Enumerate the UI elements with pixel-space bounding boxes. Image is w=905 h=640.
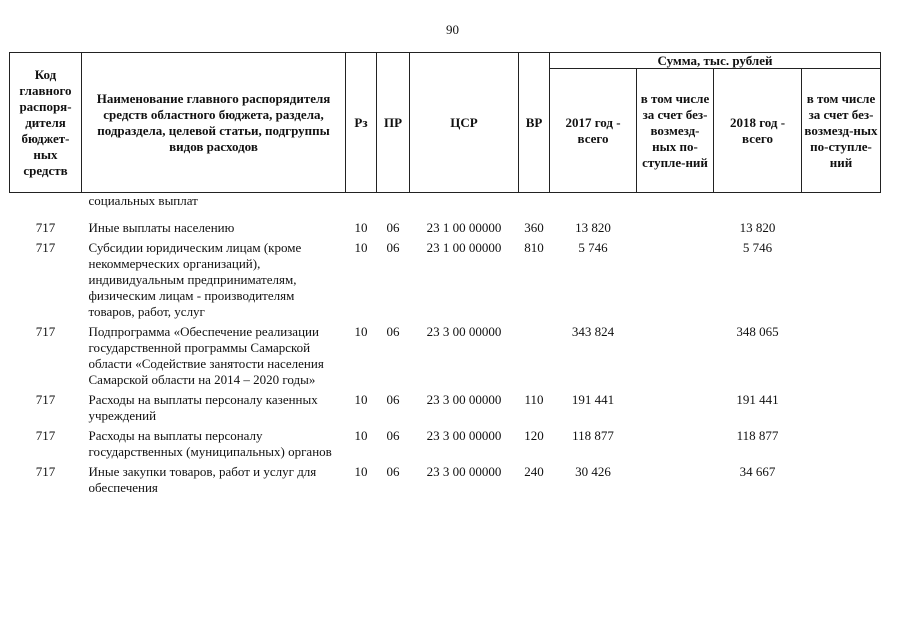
cell-2018-free bbox=[802, 324, 881, 392]
table-row bbox=[10, 428, 881, 464]
table-header bbox=[10, 53, 881, 193]
cell-2017: 118 877 bbox=[572, 428, 614, 443]
continuation-text: социальных выплат bbox=[88, 193, 198, 208]
cell-code: 717 bbox=[35, 324, 56, 339]
table-row bbox=[10, 220, 881, 240]
table-row bbox=[10, 392, 881, 428]
table-body bbox=[10, 193, 881, 501]
cell-2017: 13 820 bbox=[575, 220, 611, 235]
cell-2018-free bbox=[802, 240, 881, 324]
cell-vr: 810 bbox=[524, 240, 544, 255]
cell-name: Подпрограмма «Обеспечение реализации государственной программы Самарской области «Содействие занятости населения Самарской области на 2014 – 2020 годы» bbox=[88, 324, 324, 387]
cell-2018-free bbox=[802, 392, 881, 428]
cell-vr: 360 bbox=[524, 220, 544, 235]
table-row bbox=[10, 324, 881, 392]
header-csr: ЦСР bbox=[410, 53, 519, 193]
cell-pr: 06 bbox=[386, 464, 400, 479]
cell-name: Расходы на выплаты персоналу казенных учреждений bbox=[88, 392, 318, 423]
cell-name: Расходы на выплаты персоналу государственных (муниципальных) органов bbox=[88, 428, 332, 459]
cell-2018: 348 065 bbox=[736, 324, 779, 339]
header-2017-free: в том числе за счет без-возмезд-ных по-ступле-ний bbox=[637, 69, 714, 193]
cell-vr: 240 bbox=[524, 464, 544, 479]
header-2018-free: в том числе за счет без-возмезд-ных по-ступле-ний bbox=[802, 69, 881, 193]
cell-2018: 5 746 bbox=[742, 240, 773, 255]
cell-csr: 23 3 00 00000 bbox=[426, 324, 502, 339]
header-sum-group: Сумма, тыс. рублей bbox=[550, 53, 881, 69]
header-2017-total: 2017 год - всего bbox=[550, 69, 637, 193]
continuation-row bbox=[10, 193, 881, 210]
header-2018-total: 2018 год - всего bbox=[714, 69, 802, 193]
cell-rz: 10 bbox=[354, 428, 368, 443]
cell-rz: 10 bbox=[354, 220, 368, 235]
cell-code: 717 bbox=[35, 464, 56, 479]
table-row bbox=[10, 464, 881, 500]
cell-pr: 06 bbox=[386, 240, 400, 255]
cell-2018: 191 441 bbox=[736, 392, 779, 407]
cell-csr: 23 3 00 00000 bbox=[426, 428, 502, 443]
cell-rz: 10 bbox=[354, 464, 368, 479]
cell-2017-free bbox=[637, 392, 714, 428]
cell-2017-free bbox=[637, 464, 714, 500]
header-name: Наименование главного распорядителя средств областного бюджета, раздела, подраздела, целевой статьи, подгруппы видов расходов bbox=[82, 53, 346, 193]
cell-name: Иные закупки товаров, работ и услуг для обеспечения bbox=[88, 464, 317, 495]
cell-2017-free bbox=[637, 428, 714, 464]
page-number: 90 bbox=[446, 22, 459, 37]
table-row bbox=[10, 240, 881, 324]
header-pr: ПР bbox=[377, 53, 410, 193]
header-vr: ВР bbox=[519, 53, 550, 193]
cell-pr: 06 bbox=[386, 428, 400, 443]
cell-code: 717 bbox=[35, 428, 56, 443]
cell-2017: 30 426 bbox=[575, 464, 611, 479]
cell-rz: 10 bbox=[354, 240, 368, 255]
cell-2017-free bbox=[637, 240, 714, 324]
header-code: Код главного распоря-дителя бюджет-ных средств bbox=[10, 53, 82, 193]
cell-vr: 120 bbox=[524, 428, 544, 443]
cell-2018-free bbox=[802, 428, 881, 464]
cell-2018: 34 667 bbox=[739, 464, 776, 479]
cell-2017: 5 746 bbox=[578, 240, 608, 255]
cell-2017: 191 441 bbox=[571, 392, 615, 407]
cell-code: 717 bbox=[35, 392, 56, 407]
cell-vr: 110 bbox=[524, 392, 544, 407]
budget-table bbox=[9, 52, 881, 500]
cell-2017: 343 824 bbox=[571, 324, 615, 339]
cell-pr: 06 bbox=[386, 324, 400, 339]
cell-code: 717 bbox=[35, 220, 56, 235]
cell-csr: 23 3 00 00000 bbox=[426, 464, 502, 479]
cell-rz: 10 bbox=[354, 392, 368, 407]
cell-csr: 23 1 00 00000 bbox=[426, 240, 502, 255]
cell-name: Субсидии юридическим лицам (кроме некоммерческих организаций), индивидуальным предпринимателям, физическим лицам - производителям товаров, работ, услуг bbox=[88, 240, 302, 319]
cell-2018-free bbox=[802, 220, 881, 240]
cell-2018: 118 877 bbox=[736, 428, 779, 443]
cell-pr: 06 bbox=[386, 392, 400, 407]
cell-code: 717 bbox=[35, 240, 56, 255]
header-rz: Рз bbox=[346, 53, 377, 193]
cell-name: Иные выплаты населению bbox=[88, 220, 235, 235]
cell-2017-free bbox=[637, 324, 714, 392]
cell-rz: 10 bbox=[354, 324, 368, 339]
cell-vr bbox=[519, 324, 550, 392]
cell-2018: 13 820 bbox=[739, 220, 776, 235]
cell-2018-free bbox=[802, 464, 881, 500]
cell-csr: 23 3 00 00000 bbox=[426, 392, 502, 407]
cell-csr: 23 1 00 00000 bbox=[426, 220, 502, 235]
cell-pr: 06 bbox=[386, 220, 400, 235]
cell-2017-free bbox=[637, 220, 714, 240]
